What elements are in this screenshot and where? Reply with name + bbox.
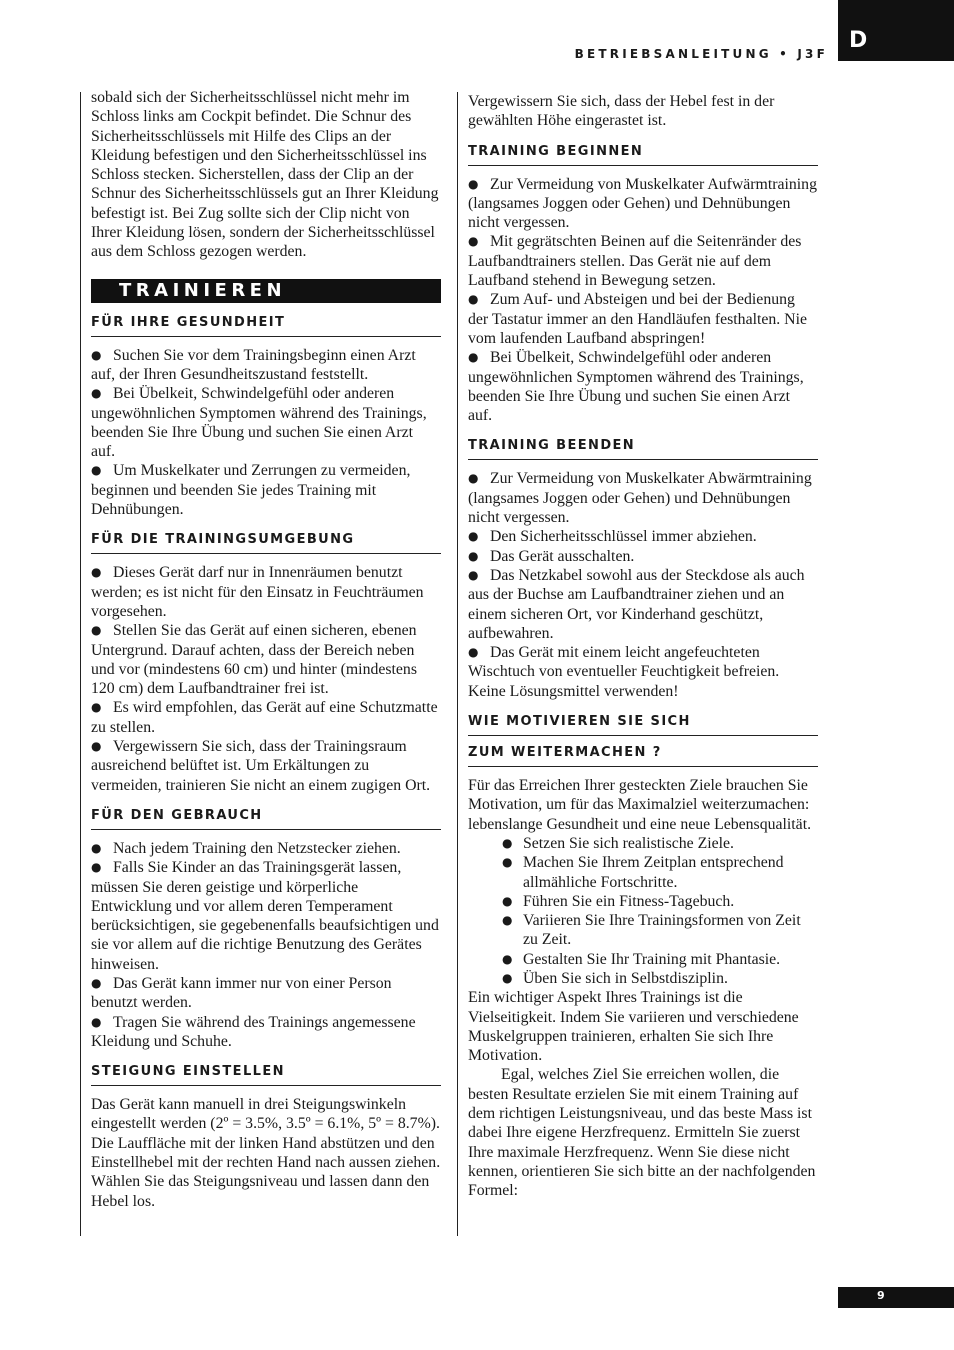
bullet-icon: ● [468,292,479,307]
list-item: ● Das Gerät mit einem leicht angefeuchteten Wischtuch von eventueller Feuchtigkeit befreien. Keine Lösungsmittel verwenden! [468,644,780,700]
heading-environment: FÜR DIE TRAININGSUMGEBUNG [91,532,441,554]
bullet-icon: ● [468,529,479,544]
bullet-icon: ● [91,700,102,715]
list-item: ● Mit gegrätschten Beinen auf die Seitenränder des Laufbandtrainers stellen. Das Gerät nie auf dem Laufband stehend in Bewegung setzen. [468,233,802,290]
goal-item: ● Machen Sie Ihrem Zeitplan entsprechend allmähliche Fortschritte. [523,853,818,892]
bullet-icon: ● [468,471,479,486]
bullet-icon: ● [91,1014,102,1029]
list-item: ● Dieses Gerät darf nur in Innenräumen benutzt werden; es ist nicht für den Einsatz in Feuchträumen vorgesehen. [91,564,424,620]
language-label: D [849,28,868,53]
lever-paragraph: Vergewissern Sie sich, dass der Hebel fest in der gewählten Höhe eingerastet ist. [468,93,775,130]
bullet-icon: ● [91,386,102,401]
list-item: ● Stellen Sie das Gerät auf einen sicheren, ebenen Untergrund. Darauf achten, dass der Bereich neben und vor (mindestens 60 cm) und hinter (mindestens 120 cm) dem Laufbandtrainer frei ist. [91,622,417,698]
heart-rate-paragraph: Egal, welches Ziel Sie erreichen wollen, die besten Resultate erzielen Sie mit einem Training auf dem richtigen Leistungsniveau, und das beste Mass ist dabei Ihre eigene Herzfrequenz. Ermitteln Sie zuerst Ihre maximale Herzfrequenz. Wenn Sie diese nicht kennen, orientieren Sie sich bitte an der nachfolgenden Formel: [468,1066,816,1200]
list-item: ● Bei Übelkeit, Schwindelgefühl oder anderen ungewöhnlichen Symptomen während des Trainings, beenden Sie Ihre Übung und suchen Sie einen Arzt auf. [91,385,427,461]
list-item: ● Zur Vermeidung von Muskelkater Aufwärmtraining (langsames Joggen oder Gehen) und Dehnübungen nicht vergessen. [468,175,817,232]
list-item: ● Bei Übelkeit, Schwindelgefühl oder anderen ungewöhnlichen Symptomen während des Trainings, beenden Sie Ihre Übung und suchen Sie einen Arzt auf. [468,349,804,425]
goal-item: ● Führen Sie ein Fitness-Tagebuch. [523,892,818,911]
list-item: ● Das Netzkabel sowohl aus der Steckdose als auch aus der Buchse am Laufbandtrainer ziehen und an einem sicheren Ort, vor Kinderhand geschützt, aufbewahren. [468,566,805,642]
section-title-bar: TRAINIEREN [91,279,441,303]
bullet-icon: ● [91,623,102,638]
list-item: ● Tragen Sie während des Trainings angemessene Kleidung und Schuhe. [91,1013,416,1050]
right-column [468,92,818,1201]
heading-motivation-line1: WIE MOTIVIEREN SIE SICH [468,714,818,736]
heading-incline: STEIGUNG EINSTELLEN [91,1064,441,1086]
list-item: ● Suchen Sie vor dem Trainingsbeginn einen Arzt auf, der Ihren Gesundheitszustand feststellt. [91,346,416,383]
language-tab [838,0,954,61]
list-item: ● Das Gerät ausschalten. [468,547,635,565]
heading-training-start: TRAINING BEGINNEN [468,144,818,166]
heading-usage: FÜR DEN GEBRAUCH [91,808,441,830]
bullet-icon: ● [91,840,102,855]
left-column [91,88,441,1211]
list-item: ● Es wird empfohlen, das Gerät auf eine Schutzmatte zu stellen. [91,699,438,736]
list-item: ● Nach jedem Training den Netzstecker ziehen. [91,839,401,857]
bullet-icon: ● [468,645,479,660]
left-column-rule [80,92,81,1236]
bullet-icon: ● [468,350,479,365]
heading-training-end: TRAINING BEENDEN [468,438,818,460]
motivation-intro: Für das Erreichen Ihrer gesteckten Ziele brauchen Sie Motivation, um für das Maximalziel weiterzumachen: lebenslange Gesundheit und eine neue Lebensqualität. [468,777,812,833]
bullet-icon: ● [91,565,102,580]
list-item: ● Das Gerät kann immer nur von einer Person benutzt werden. [91,974,392,1012]
list-item: ● Zum Auf- und Absteigen und bei der Bedienung der Tastatur immer an den Handläufen festhalten. Nie vom laufenden Laufband abspringen! [468,291,807,347]
heading-motivation-line2: ZUM WEITERMACHEN ? [468,745,818,767]
goal-item: ● Gestalten Sie Ihr Training mit Phantasie. [523,950,818,969]
variety-paragraph: Ein wichtiger Aspekt Ihres Trainings ist die Vielseitigkeit. Indem Sie variieren und verschiedene Muskelgruppen trainieren, erhalten Sie sich Ihre Motivation. [468,989,799,1065]
heading-health: FÜR IHRE GESUNDHEIT [91,315,441,337]
list-item: ● Um Muskelkater und Zerrungen zu vermeiden, beginnen und beenden Sie jedes Training mit Dehnübungen. [91,462,411,519]
bullet-icon: ● [91,975,102,990]
bullet-icon: ● [468,176,479,191]
bullet-icon: ● [468,567,479,582]
list-item: ● Den Sicherheitsschlüssel immer abziehen. [468,528,757,546]
center-column-rule [457,92,458,1236]
bullet-icon: ● [91,347,102,362]
goal-item: ● Variieren Sie Ihre Trainingsformen von Zeit zu Zeit. [523,911,818,950]
running-header-title: BETRIEBSANLEITUNG • J3F [574,47,828,61]
incline-paragraph: Das Gerät kann manuell in drei Steigungswinkeln eingestellt werden (2º = 3.5%, 3.5º = 6.1%, 5º = 8.7%). Die Lauffläche mit der linken Hand abstützen und den Einstellhebel mit der rechten Hand nach aussen ziehen. Wählen Sie das Steigungsniveau und lassen dann den Hebel los. [91,1096,441,1210]
bullet-icon: ● [91,739,102,754]
list-item: ● Zur Vermeidung von Muskelkater Abwärmtraining (langsames Joggen oder Gehen) und Dehnübungen nicht vergessen. [468,470,812,527]
goal-item: ● Setzen Sie sich realistische Ziele. [523,834,818,853]
bullet-icon: ● [91,463,102,478]
list-item: ● Vergewissern Sie sich, dass der Trainingsraum ausreichend belüftet ist. Um Erkältungen zu vermeiden, trainieren Sie nicht an einem zugigen Ort. [91,738,431,794]
page-number: 9 [838,1287,954,1308]
goals-list [468,834,818,988]
bullet-icon: ● [91,860,102,875]
list-item: ● Falls Sie Kinder an das Trainingsgerät lassen, müssen Sie deren geistige und körperliche Entwicklung und vor allem deren Temperament berücksichtigen, sie gegebenenfalls beaufsichtigen und sie vor allem auf die richtige Benutzung des Gerätes hinweisen. [91,859,439,973]
bullet-icon: ● [468,548,479,563]
intro-paragraph: sobald sich der Sicherheitsschlüssel nicht mehr im Schloss links am Cockpit befindet. Die Schnur des Sicherheitsschlüssels mit Hilfe des Clips an der Kleidung befestigen und den Sicherheitsschlüssel ins Schloss stecken. Sicherstellen, dass der Clip an der Schnur des Sicherheitsschlüssels gut an Ihrer Kleidung befestigt ist. Bei Zug sollte sich der Clip nicht von Ihrer Kleidung lösen, sondern der Sicherheitsschlüssel aus dem Schloss gezogen werden. [91,89,439,261]
bullet-icon: ● [468,234,479,249]
goal-item: ● Üben Sie sich in Selbstdisziplin. [523,969,818,988]
